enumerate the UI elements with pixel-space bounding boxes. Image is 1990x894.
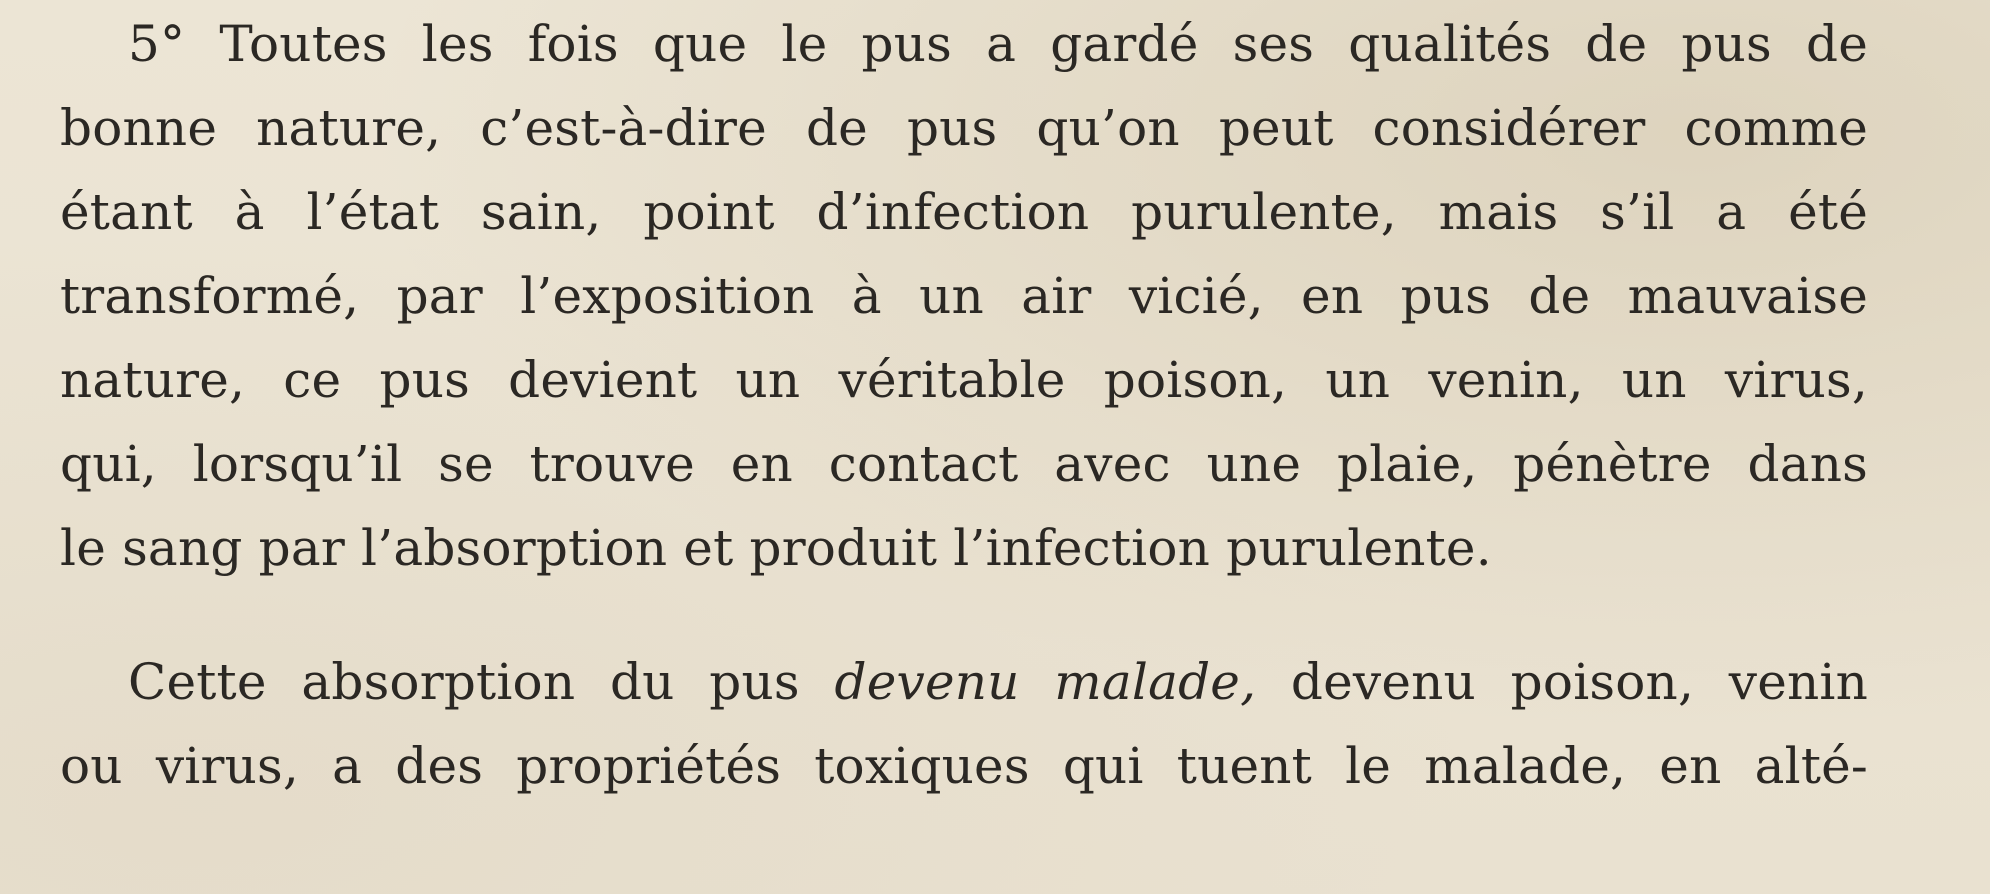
- paragraph-1-line-4: transformé, par l’exposition à un air vicié, en pus de mauvaise: [60, 267, 1868, 325]
- paragraph-1-line-3: étant à l’état sain, point d’infection purulente, mais s’il a été: [60, 183, 1868, 241]
- paragraph-1-line-5: nature, ce pus devient un véritable poison, un venin, un virus,: [60, 351, 1868, 409]
- paragraph-1-line-2: bonne nature, c’est-à-dire de pus qu’on peut considérer comme: [60, 99, 1868, 157]
- paragraph-2-line-2: ou virus, a des propriétés toxiques qui tuent le malade, en alté-: [60, 737, 1868, 795]
- paragraph-1-line-1: 5° Toutes les fois que le pus a gardé ses qualités de pus de: [128, 15, 1868, 73]
- italic-emphasis: devenu malade,: [834, 653, 1257, 711]
- paragraph-2-line-1: [128, 652, 1868, 712]
- paragraph-2-line-1-end: devenu poison, venin: [1256, 653, 1869, 711]
- paragraph-1-line-7: le sang par l’absorption et produit l’infection purulente.: [60, 519, 1492, 577]
- paragraph-2-line-1-start: Cette absorption du pus: [128, 653, 835, 711]
- paragraph-1-line-6: qui, lorsqu’il se trouve en contact avec une plaie, pénètre dans: [60, 435, 1868, 493]
